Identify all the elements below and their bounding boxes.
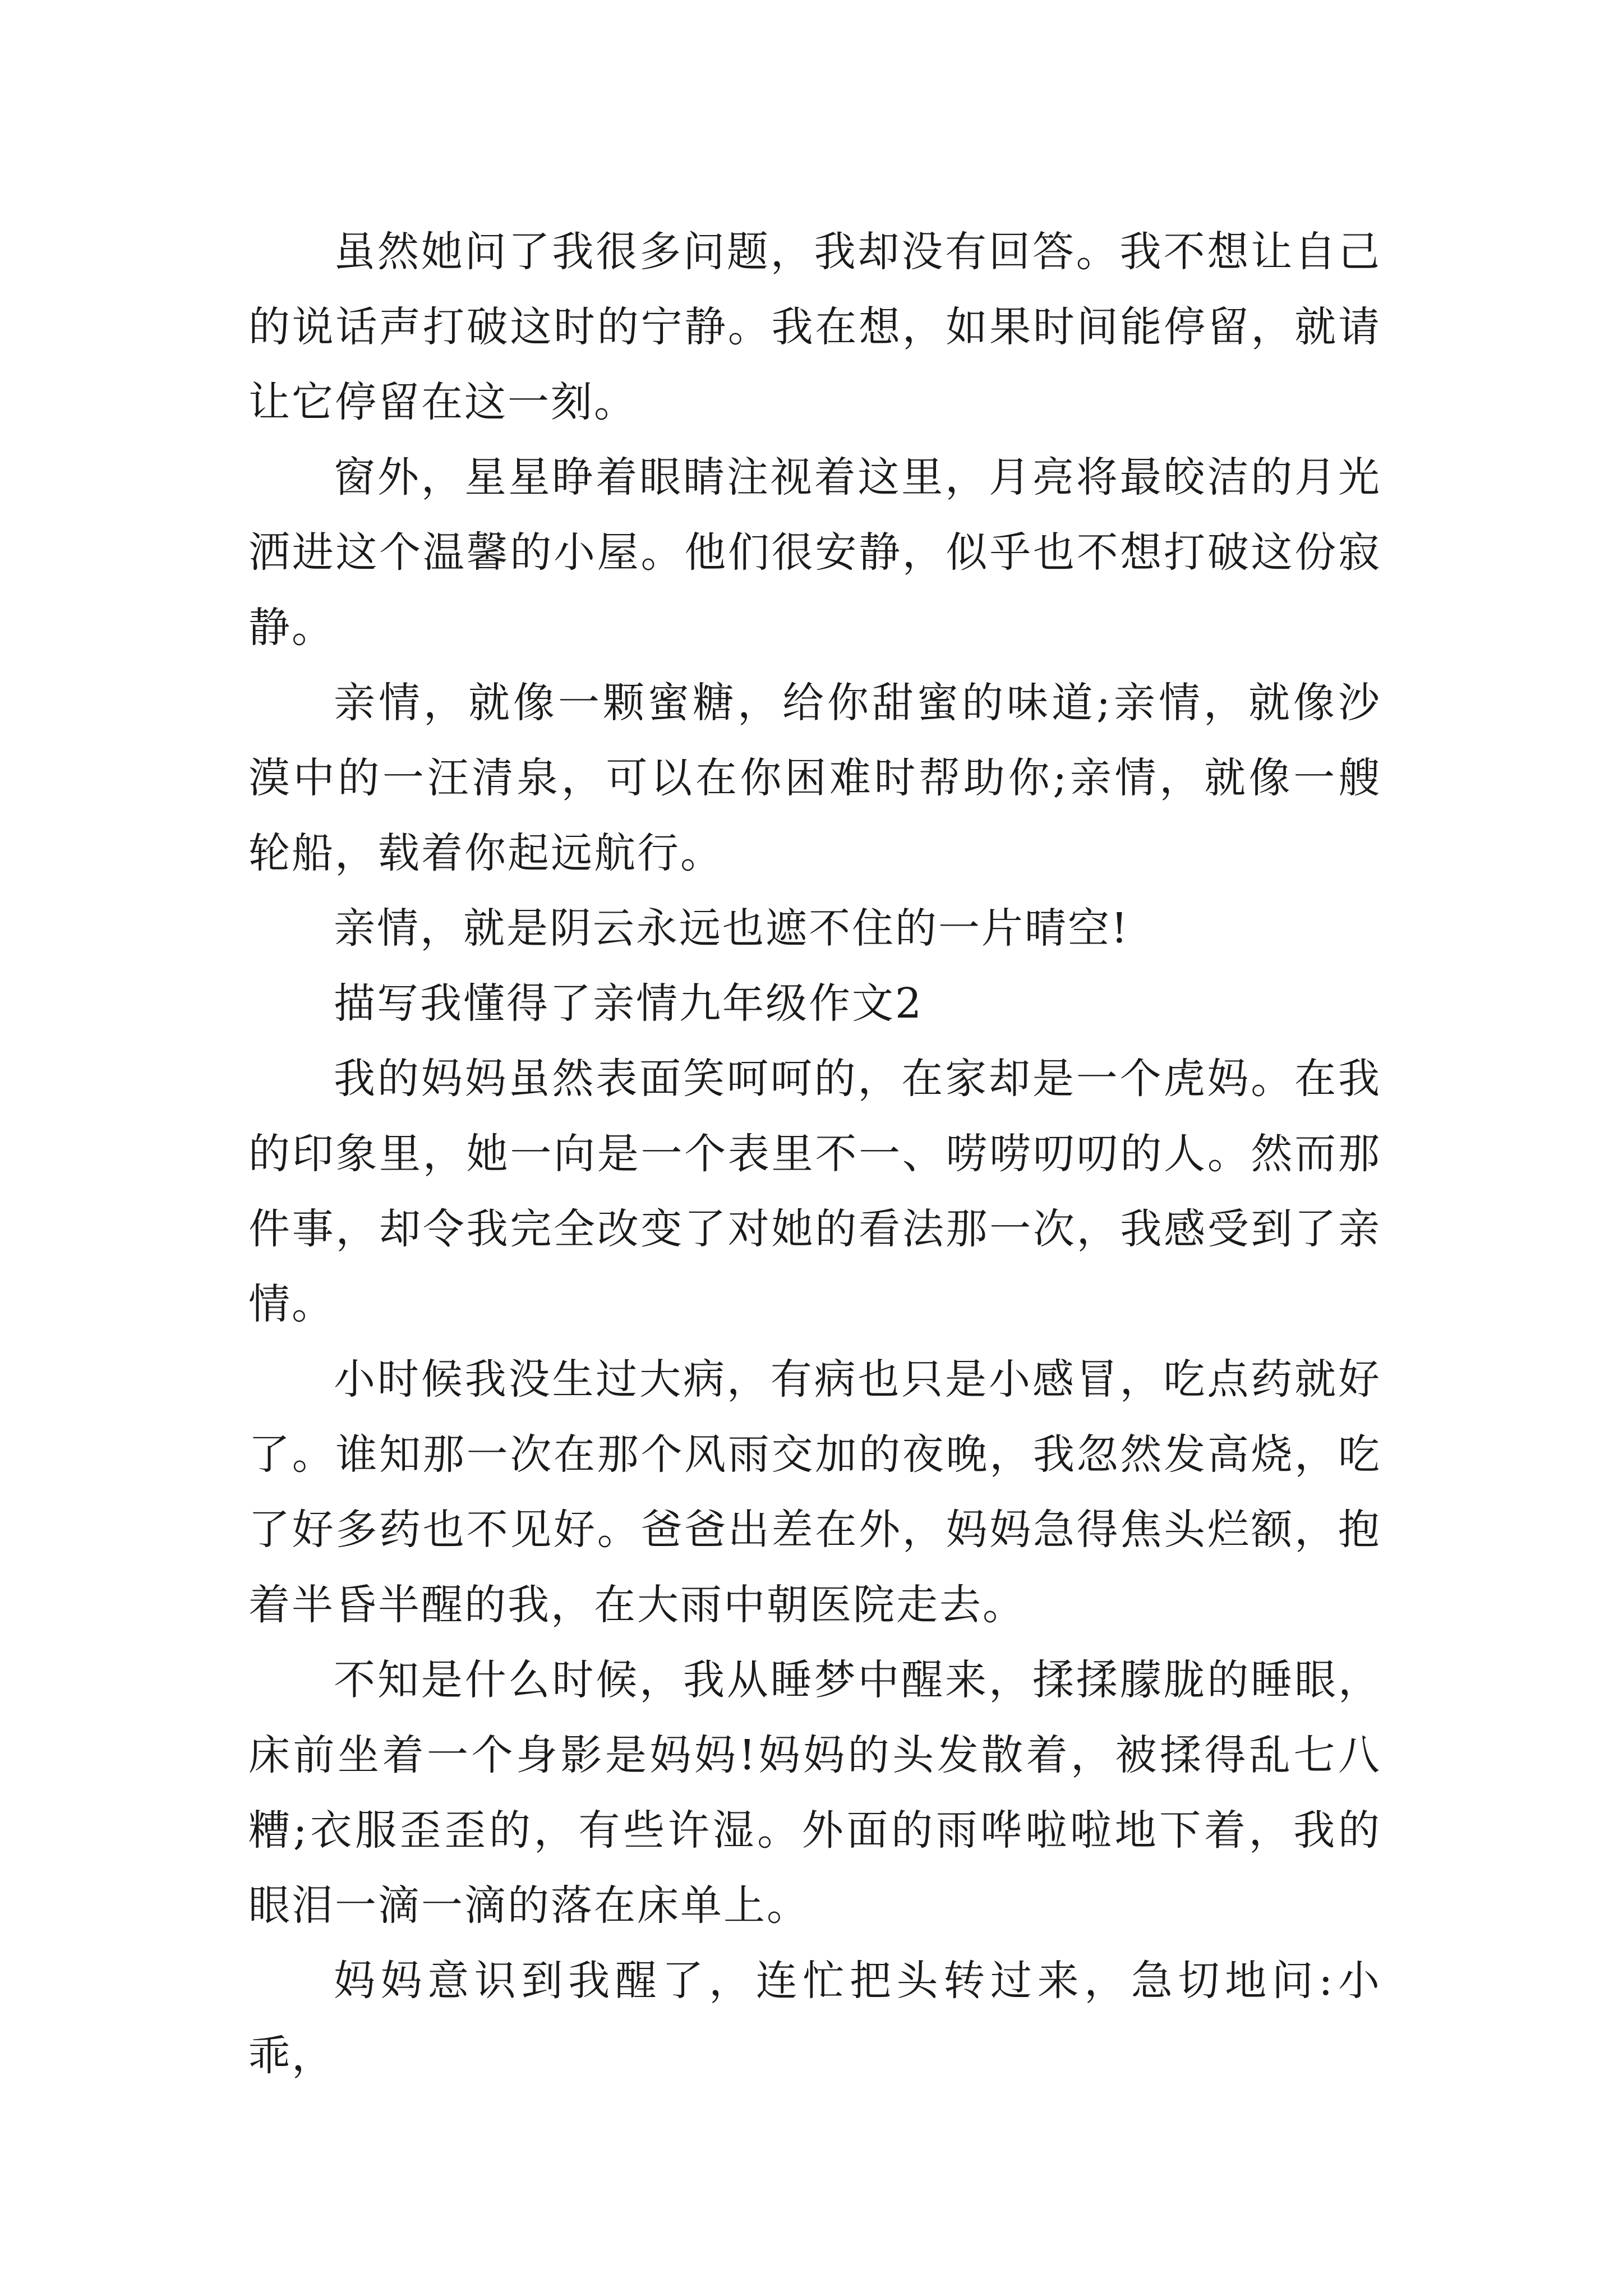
paragraph: 不知是什么时候，我从睡梦中醒来，揉揉朦胧的睡眼，床前坐着一个身影是妈妈!妈妈的头发散着，被揉得乱七八糟;衣服歪歪的，有些许湿。外面的雨哗啦啦地下着，我的眼泪一滴一滴的落在床单上。 [248, 1656, 1381, 1930]
paragraph: 亲情，就是阴云永远也遮不住的一片晴空! [334, 904, 1129, 953]
paragraph: 小时候我没生过大病，有病也只是小感冒，吃点药就好了。谁知那一次在那个风雨交加的夜晚，我忽然发高烧，吃了好多药也不见好。爸爸出差在外，妈妈急得焦头烂额，抱着半昏半醒的我，在大雨中朝医院走去。 [248, 1355, 1381, 1629]
document-body [248, 214, 1381, 2093]
section-heading: 描写我懂得了亲情九年级作文2 [334, 979, 924, 1028]
paragraph: 虽然她问了我很多问题，我却没有回答。我不想让自己的说话声打破这时的宁静。我在想，如果时间能停留，就请让它停留在这一刻。 [248, 228, 1381, 426]
paragraph: 我的妈妈虽然表面笑呵呵的，在家却是一个虎妈。在我的印象里，她一向是一个表里不一、唠唠叨叨的人。然而那件事，却令我完全改变了对她的看法那一次，我感受到了亲情。 [248, 1055, 1381, 1328]
paragraph: 妈妈意识到我醒了，连忙把头转过来，急切地问:小乖， [248, 1957, 1381, 2080]
paragraph: 窗外，星星睁着眼睛注视着这里，月亮将最皎洁的月光洒进这个温馨的小屋。他们很安静，似乎也不想打破这份寂静。 [248, 453, 1381, 652]
paragraph: 亲情，就像一颗蜜糖，给你甜蜜的味道;亲情，就像沙漠中的一汪清泉，可以在你困难时帮助你;亲情，就像一艘轮船，载着你起远航行。 [248, 679, 1381, 877]
